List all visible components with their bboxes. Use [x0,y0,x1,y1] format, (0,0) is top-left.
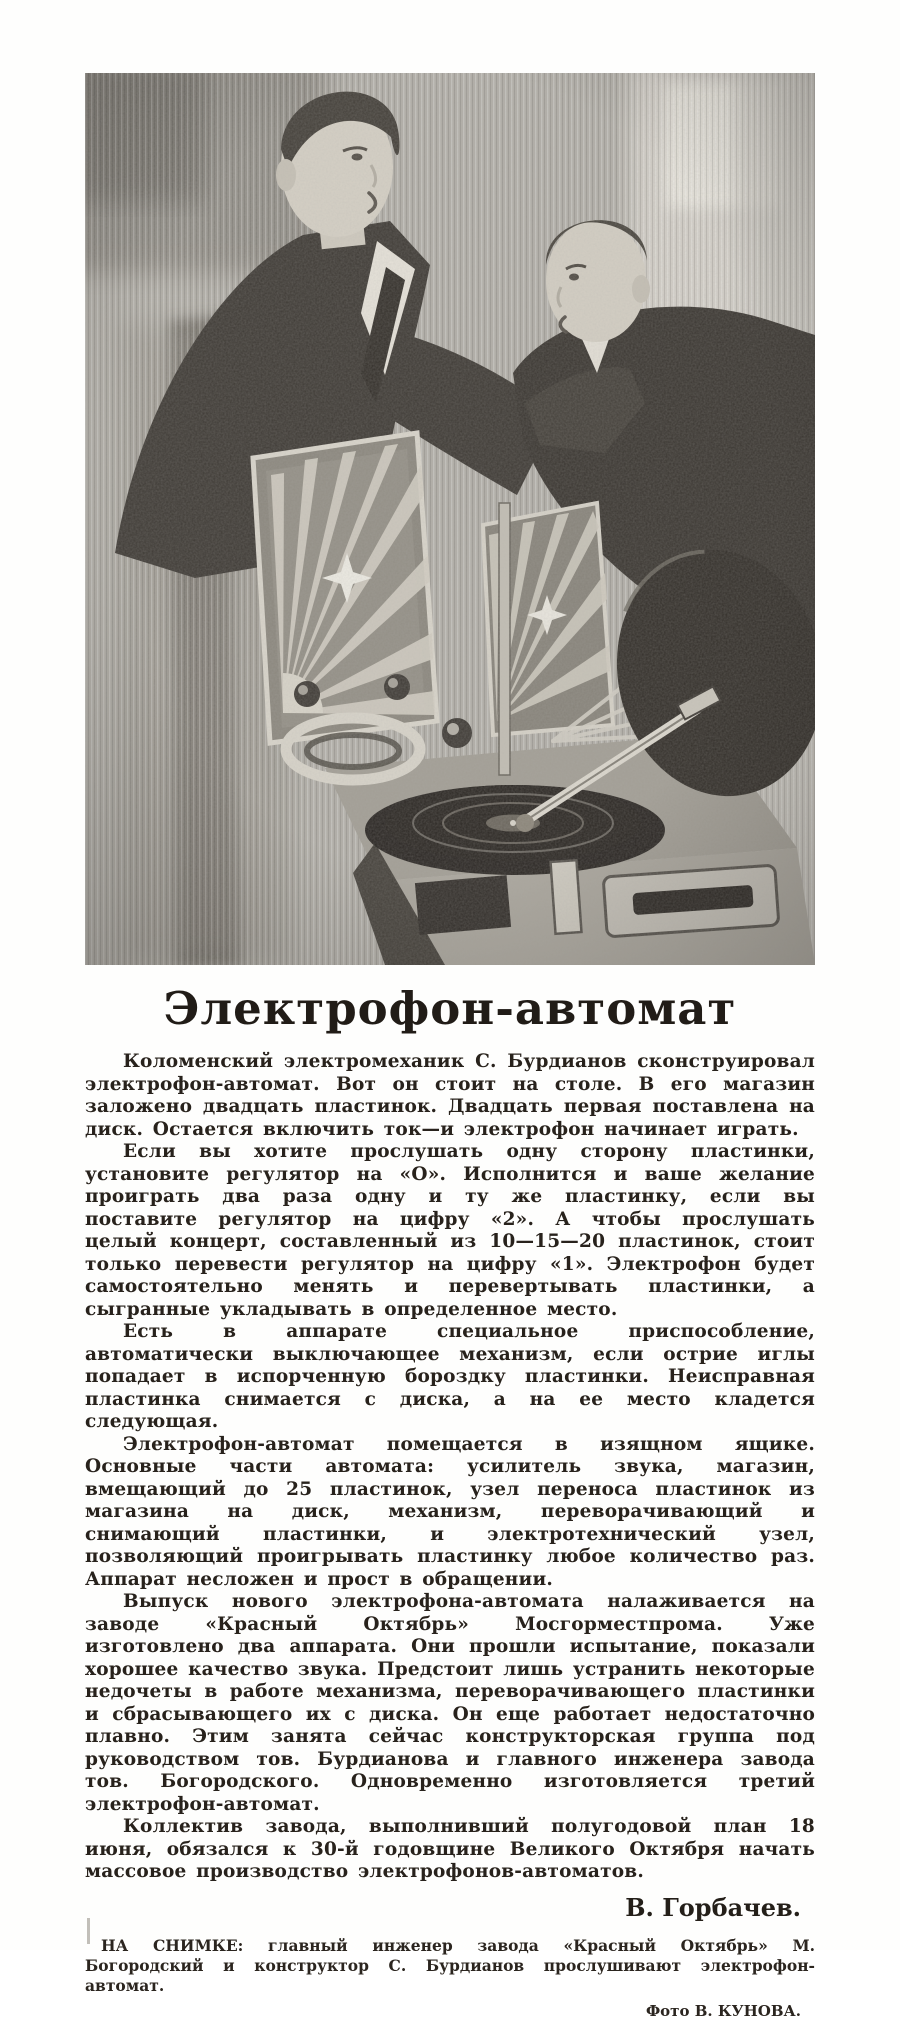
article-title: Электрофон-автомат [163,982,737,1035]
article-paragraph-2: Если вы хотите прослушать одну сторону пластинки, установите регулятор на «О». Исполнится и ваше желание проиграть два раза одну и ту же пластинку, если вы поставите регулятор на цифру «2». А чтобы прослушать целый концерт, составленный из 10—15—20 пластинок, стоит только перевести регулятор на цифру «1». Электрофон будет самостоятельно менять и перевертывать пластинки, а сыгранные укладывать в определенное место. [85,1141,815,1320]
article-column [85,73,815,2021]
article-paragraph-6: Коллектив завода, выполнивший полугодовой план 18 июня, обязался к 30-й годовщине Великого Октября начать массовое производство электрофонов-автоматов. [85,1816,815,1882]
article-photo [85,73,815,965]
article-paragraph-4: Электрофон-автомат помещается в изящном ящике. Основные части автомата: усилитель звука, магазин, вмещающий до 25 пластинок, узел переноса пластинок из магазина на диск, механизм, переворачивающий и снимающий пластинки, и электротехнический узел, позволяющий проигрывать пластинку любое количество раз. Аппарат несложен и прост в обращении. [85,1433,815,1590]
article-byline: В. Горбачев. [625,1892,801,1922]
scan-artifact-line [87,1918,90,1944]
vignette-overlay [85,73,815,965]
article-paragraph-1: Коломенский электромеханик С. Бурдианов сконструировал электрофон-автомат. Вот он стоит на столе. В его магазин заложено двадцать пластинок. Двадцать первая поставлена на диск. Остается включить ток—и электрофон начинает играть. [85,1051,815,1140]
photo-credit: Фото В. КУНОВА. [645,2001,801,2020]
article-paragraph-5: Выпуск нового электрофона-автомата налаживается на заводе «Красный Октябрь» Мосгорместпрома. Уже изготовлено два аппарата. Они прошли испытание, показали хорошее качество звука. Предстоит лишь устранить некоторые недочеты в работе механизма, переворачивающего пластинки и сбрасывающего их с диска. Он еще работает недостаточно плавно. Этим занята сейчас конструкторская группа под руководством тов. Бурдианова и главного инженера завода тов. Богородского. Одновременно изготовляется третий электрофон-автомат. [85,1591,815,1815]
article-body [85,1051,815,1884]
photo-caption: НА СНИМКЕ: главный инженер завода «Красный Октябрь» М. Богородский и конструктор С. Бурдианов прослушивают электрофон-автомат. [85,1935,815,1995]
article-paragraph-3: Есть в аппарате специальное приспособление, автоматически выключающее механизм, если острие иглы попадает в испорченную бороздку пластинки. Неисправная пластинка снимается с диска, а на ее место кладется следующая. [85,1321,815,1432]
